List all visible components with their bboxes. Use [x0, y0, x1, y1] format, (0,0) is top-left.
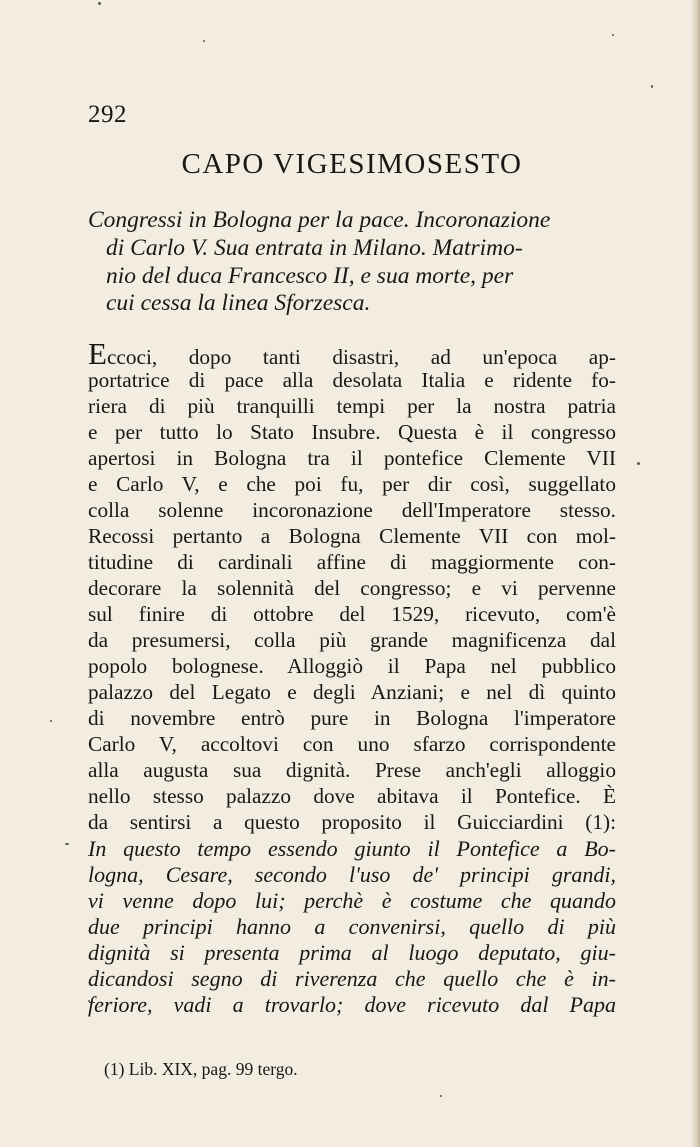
quote-line: dignità si presenta prima al luogo deputato, giu-	[88, 940, 616, 965]
summary-line: cui cessa la linea Sforzesca.	[106, 290, 371, 316]
body-line: sul finire di ottobre del 1529, ricevuto, com'è	[88, 602, 616, 626]
speck	[637, 462, 640, 465]
body-line: di novembre entrò pure in Bologna l'imperatore	[88, 706, 616, 730]
summary-line: nio del duca Francesco II, e sua morte, per	[106, 263, 514, 289]
summary-line: Congressi in Bologna per la pace. Incoronazione	[88, 207, 551, 233]
body-line: alla augusta sua dignità. Prese anch'egli alloggio	[88, 758, 616, 782]
speck	[98, 2, 101, 5]
body-line-first-rest: ccoci, dopo tanti disastri, ad un'epoca ap-	[106, 345, 616, 369]
summary-line: di Carlo V. Sua entrata in Milano. Matrimo-	[106, 235, 523, 261]
page-edge-shadow	[692, 0, 700, 1147]
speck	[65, 843, 69, 845]
body-line: popolo bolognese. Alloggiò il Papa nel pubblico	[88, 654, 616, 678]
body-line: Recossi pertanto a Bologna Clemente VII con mol-	[88, 524, 616, 548]
body-line: titudine di cardinali affine di maggiormente con-	[88, 550, 616, 574]
body-line: riera di più tranquilli tempi per la nostra patria	[88, 394, 616, 418]
body-line-first	[88, 336, 616, 371]
quote-line: dicandosi segno di riverenza che quello che è in-	[88, 966, 616, 991]
chapter-title: CAPO VIGESIMOSESTO	[181, 148, 523, 180]
body-line: colla solenne incoronazione dell'Imperatore stesso.	[88, 498, 616, 522]
body-line: Carlo V, accoltovi con uno sfarzo corrispondente	[88, 732, 616, 756]
body-line: portatrice di pace alla desolata Italia e ridente fo-	[88, 368, 616, 392]
body-line: apertosi in Bologna tra il pontefice Clemente VII	[88, 446, 616, 470]
drop-cap: E	[88, 336, 107, 371]
speck	[440, 1095, 442, 1097]
body-line: e Carlo V, e che poi fu, per dir così, suggellato	[88, 472, 616, 496]
body-line: nello stesso palazzo dove abitava il Pontefice. È	[88, 784, 616, 808]
footnote: (1) Lib. XIX, pag. 99 tergo.	[104, 1059, 298, 1079]
speck	[612, 34, 614, 36]
quote-line: feriore, vadi a trovarlo; dove ricevuto dal Papa	[88, 992, 616, 1017]
page-number: 292	[88, 101, 127, 128]
body-line: da sentirsi a questo proposito il Guicciardini (1):	[88, 810, 616, 834]
quote-line: vi venne dopo lui; perchè è costume che quando	[88, 888, 616, 913]
speck	[203, 40, 205, 42]
quote-line: logna, Cesare, secondo l'uso de' principi grandi,	[88, 862, 616, 887]
speck	[50, 720, 52, 722]
body-line: palazzo del Legato e degli Anziani; e nel dì quinto	[88, 680, 616, 704]
body-line: da presumersi, colla più grande magnificenza dal	[88, 628, 616, 652]
quote-line: due principi hanno a convenirsi, quello di più	[88, 914, 616, 939]
body-line: decorare la solennità del congresso; e vi pervenne	[88, 576, 616, 600]
body-line: e per tutto lo Stato Insubre. Questa è il congresso	[88, 420, 616, 444]
speck	[651, 85, 653, 88]
quote-line: In questo tempo essendo giunto il Pontefice a Bo-	[88, 836, 616, 861]
